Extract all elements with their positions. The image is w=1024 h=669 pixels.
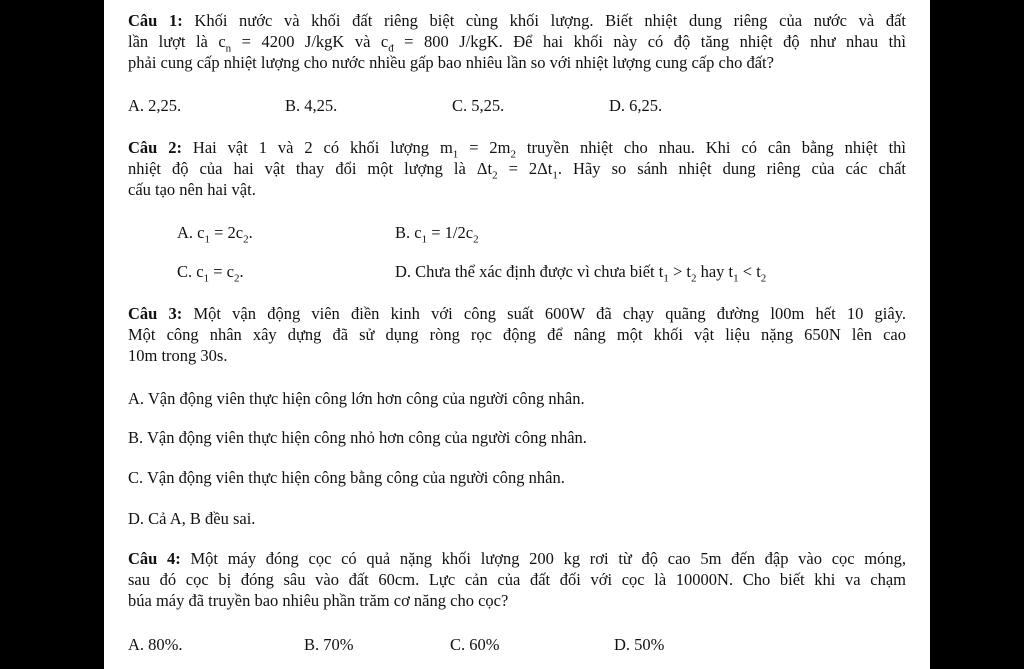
question-4 xyxy=(128,548,906,611)
question-3 xyxy=(128,303,906,366)
q1-option-b: B. 4,25. xyxy=(285,96,338,115)
q4-option-b: B. 70% xyxy=(304,635,354,654)
q1-line-3: phải cung cấp nhiệt lượng cho nước nhiều gấp bao nhiêu lần so với nhiệt lượng cung cấp cho đất? xyxy=(128,53,774,72)
q1-line-1: Câu 1: Khối nước và khối đất riêng biệt cùng khối lượng. Biết nhiệt dung riêng của nước và đất xyxy=(128,11,907,30)
q3-option-d: D. Cả A, B đều sai. xyxy=(128,509,256,528)
q3-line-1: Câu 3: Một vận động viên điền kinh với công suất 600W đã chạy quãng đường l00m hết 10 giây. xyxy=(128,304,906,323)
q2-line-2: nhiệt độ của hai vật thay đổi một lượng là $\Delta t_2 = 2\Delta t_1$. Hãy so sánh nhiệt dung riêng của các chất xyxy=(128,159,906,182)
q1-option-d: D. 6,25. xyxy=(609,96,663,115)
q3-label: Câu 3: xyxy=(128,304,183,323)
q4-line-1: Câu 4: Một máy đóng cọc có quả nặng khối lượng 200 kg rơi từ độ cao 5m đến đập vào cọc móng, xyxy=(128,549,906,568)
q2-option-c: C. $c_1 = c_2$. xyxy=(177,262,244,285)
q4-label: Câu 4: xyxy=(128,549,181,568)
q3-option-b: B. Vận động viên thực hiện công nhỏ hơn công của người công nhân. xyxy=(128,428,587,447)
q4-option-c: C. 60% xyxy=(450,635,500,654)
question-2 xyxy=(128,137,906,200)
q4-option-d: D. 50% xyxy=(614,635,665,654)
q1-option-a: A. 2,25. xyxy=(128,96,182,115)
q4-line-3: búa máy đã truyền bao nhiêu phần trăm cơ năng cho cọc? xyxy=(128,591,509,610)
q4-line-2: sau đó cọc bị đóng sâu vào đất 60cm. Lực cản của đất đối với cọc là 10000N. Cho biết khi va chạm xyxy=(128,570,906,589)
q3-line-2: Một công nhân xây dựng đã sử dụng ròng rọc động để nâng một khối vật liệu nặng 650N lên cao xyxy=(128,325,906,344)
q2-option-a: A. $c_1 = 2c_2$. xyxy=(177,223,253,246)
q1-option-c: C. 5,25. xyxy=(452,96,505,115)
q2-option-d: D. Chưa thể xác định được vì chưa biết $t_1 > t_2$ hay $t_1 < t_2$ xyxy=(395,262,767,285)
q1-label: Câu 1: xyxy=(128,11,183,30)
q3-option-a: A. Vận động viên thực hiện công lớn hơn công của người công nhân. xyxy=(128,389,585,408)
q3-line-3: 10m trong 30s. xyxy=(128,346,228,365)
q2-line-3: cấu tạo nên hai vật. xyxy=(128,180,256,199)
question-1 xyxy=(128,10,906,73)
q2-label: Câu 2: xyxy=(128,138,182,157)
q4-option-a: A. 80%. xyxy=(128,635,183,654)
q3-option-c: C. Vận động viên thực hiện công bằng công của người công nhân. xyxy=(128,468,565,487)
q2-line-1: Câu 2: Hai vật 1 và 2 có khối lượng $m_1 = 2m_2$ truyền nhiệt cho nhau. Khi có cân bằng nhiệt thì xyxy=(128,138,906,161)
q1-line-2: lần lượt là $c_n = 4200$ J/kgK và $c_đ = 800$ J/kgK. Để hai khối này có độ tăng nhiệt độ như nhau thì xyxy=(128,32,906,55)
q2-option-b: B. $c_1 = 1/2c_2$ xyxy=(395,223,479,246)
